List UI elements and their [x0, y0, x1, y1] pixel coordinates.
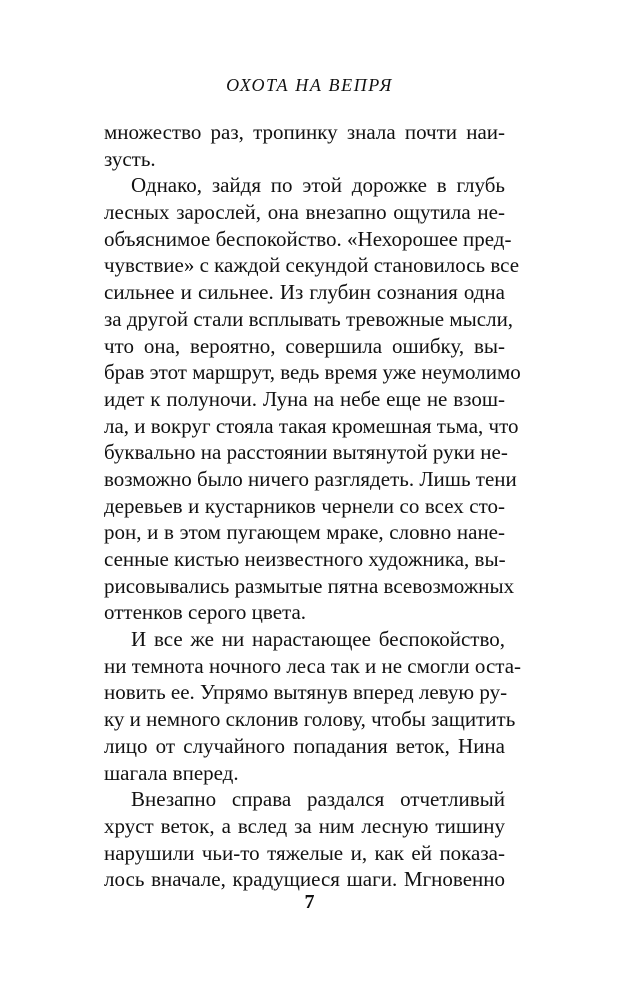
text-line: оттенков серого цвета.: [104, 600, 307, 625]
text-line: ла, и вокруг стояла такая кромешная тьма, что: [104, 413, 519, 438]
text-line: новить ее. Упрямо вытянув вперед левую ру-: [104, 680, 508, 705]
text-line: Однако, зайдя по этой дорожке в глубь: [131, 173, 505, 198]
running-head: ОХОТА НА ВЕПРЯ: [226, 75, 393, 95]
text-line: брав этот маршрут, ведь время уже неумолимо: [104, 360, 521, 385]
text-line: лицо от случайного попадания веток, Нина: [104, 733, 505, 758]
text-line: ку и немного склонив голову, чтобы защитить: [104, 707, 516, 732]
text-line: деревьев и кустарников чернели со всех сто-: [104, 493, 505, 518]
text-line: сильнее и сильнее. Из глубин сознания одна: [104, 280, 505, 305]
page-number: 7: [304, 891, 315, 913]
text-line: что она, вероятно, совершила ошибку, вы-: [104, 333, 505, 358]
text-line: ни темнота ночного леса так и не смогли оста-: [104, 653, 522, 678]
text-line: чувствие» с каждой секундой становилось все: [104, 253, 520, 278]
text-line: рон, и в этом пугающем мраке, словно нане-: [104, 520, 505, 545]
text-line: объяснимое беспокойство. «Нехорошее пред-: [104, 226, 512, 251]
text-line: шагала вперед.: [104, 760, 239, 785]
text-line: лесных зарослей, она внезапно ощутила не-: [104, 200, 505, 225]
text-line: идет к полуночи. Луна на небе еще не взош-: [104, 386, 505, 411]
text-line: рисовывались размытые пятна всевозможных: [104, 573, 515, 598]
text-line: нарушили чьи-то тяжелые и, как ей показа-: [104, 840, 505, 865]
text-line: зусть.: [104, 146, 156, 171]
text-line: И все же ни нарастающее беспокойство,: [131, 627, 505, 652]
text-line: множество раз, тропинку знала почти наи-: [104, 120, 505, 144]
text-line: лось вначале, крадущиеся шаги. Мгновенно: [104, 867, 505, 892]
text-line: буквально на расстоянии вытянутой руки не-: [104, 440, 508, 465]
body-text: [104, 119, 522, 893]
text-line: сенные кистью неизвестного художника, вы-: [104, 547, 506, 571]
text-line: Внезапно справа раздался отчетливый: [131, 787, 505, 812]
text-line: за другой стали всплывать тревожные мысли,: [104, 306, 514, 331]
text-line: хруст веток, а вслед за ним лесную тишину: [104, 813, 505, 838]
text-line: возможно было ничего разглядеть. Лишь тени: [104, 466, 517, 491]
